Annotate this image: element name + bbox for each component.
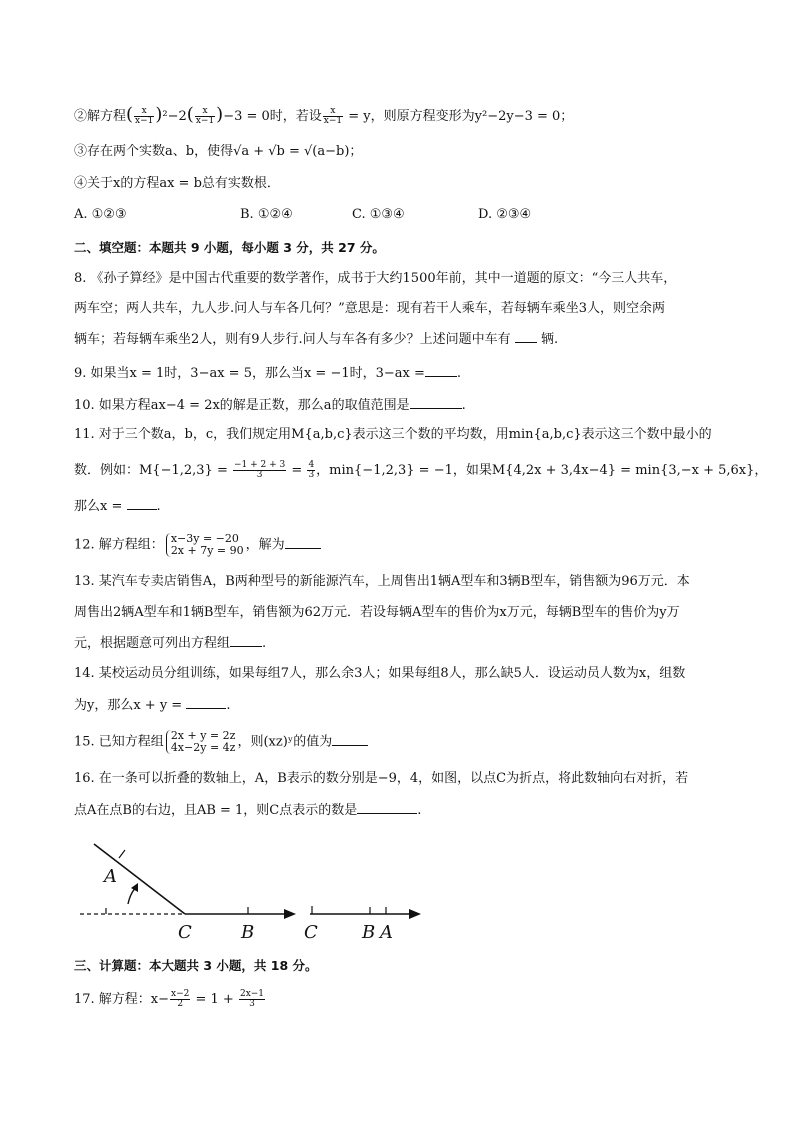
q16-line-2-text: 点A在点B的右边，且AB = 1，则C点表示的数是 bbox=[74, 803, 358, 818]
q17 bbox=[74, 990, 266, 1009]
label-a-right: A bbox=[380, 922, 393, 943]
q11-line-3-post: . bbox=[156, 499, 161, 514]
label-b-right: B bbox=[362, 922, 376, 943]
label-c-right: C bbox=[304, 922, 318, 943]
option-c: C. ①③④ bbox=[352, 207, 405, 222]
answer-blank[interactable] bbox=[515, 330, 537, 343]
q11-line-2-a: 数．例如：M{−1,2,3} = bbox=[74, 463, 228, 478]
fraction: $\frac{2x-1}{3}$ bbox=[239, 989, 265, 1009]
q11-line-2-b: = bbox=[291, 463, 303, 478]
fraction: $\frac{x}{x-1}$ bbox=[135, 106, 154, 126]
q16-line-2-post: . bbox=[417, 803, 422, 818]
q14-line-2-text: 为y，那么x + y = bbox=[74, 698, 183, 713]
statement-2-mid2: −3 = 0时，若设 bbox=[223, 109, 322, 124]
q10 bbox=[74, 396, 466, 415]
axis-arrow-right bbox=[409, 909, 421, 919]
q8-line-3 bbox=[74, 330, 558, 349]
q10-text: 10. 如果方程ax−4 = 2x的解是正数，那么a的取值范围是 bbox=[74, 398, 410, 413]
tick-mark bbox=[119, 850, 125, 858]
q11-line-1: 11. 对于三个数a，b，c，我们规定用M{a,b,c}表示这三个数的平均数，用min{a,b,c}表示这三个数中最小的 bbox=[74, 427, 712, 442]
equation: 2x + y = 2z bbox=[170, 729, 236, 742]
statement-2-tail: = y，则原方程变形为y²−2y−3 = 0； bbox=[344, 109, 574, 124]
q15-post: ，则(xz)ʸ的值为 bbox=[237, 734, 333, 750]
q8-line-3-text: 辆车；若每辆车乘坐2人，则有9人步行.问人与车各有多少？上述问题中车有 bbox=[74, 332, 511, 347]
q8-line-3-tail: 辆. bbox=[540, 332, 559, 347]
equation-system bbox=[166, 730, 236, 754]
answer-blank[interactable] bbox=[332, 733, 368, 746]
q13-line-2: 周售出2辆A型车和1辆B型车，销售额为62万元．若设每辆A型车的售价为x万元，每辆B型车的售价为y万 bbox=[74, 605, 680, 620]
q10-post: . bbox=[461, 398, 466, 413]
q11-line-3-text: 那么x = bbox=[74, 499, 123, 514]
arrow-head bbox=[131, 883, 138, 892]
q13-line-3-text: 元，根据题意可列出方程组 bbox=[74, 636, 231, 651]
q11-line-3 bbox=[74, 497, 161, 516]
q16-line-1: 16. 在一条可以折叠的数轴上，A，B表示的数分别是−9，4，如图，以点C为折点，将此数轴向右对折，若 bbox=[74, 771, 689, 786]
q15-text: 15. 已知方程组 bbox=[74, 734, 164, 750]
q13-line-3-post: . bbox=[262, 636, 267, 651]
answer-blank[interactable] bbox=[186, 696, 226, 709]
q12-post: ，解为 bbox=[245, 537, 285, 553]
q17-text: 17. 解方程：x− bbox=[74, 992, 170, 1007]
fraction: $\frac{x}{x-1}$ bbox=[323, 106, 343, 126]
statement-2-prefix: ②解方程 bbox=[74, 109, 127, 124]
answer-blank[interactable] bbox=[230, 634, 262, 647]
equation: x−3y = −20 bbox=[170, 532, 239, 545]
option-a: A. ①②③ bbox=[74, 207, 127, 222]
q13-line-1: 13. 某汽车专卖店销售A，B两种型号的新能源汽车，上周售出1辆A型车和3辆B型车，销售额为96万元．本 bbox=[74, 574, 690, 589]
axis-arrow-left bbox=[284, 909, 296, 919]
equation: 4x−2y = 4z bbox=[170, 741, 236, 754]
q9-text: 9. 如果当x = 1时，3−ax = 5，那么当x = −1时，3−ax = bbox=[74, 366, 425, 381]
q11-line-2 bbox=[74, 461, 767, 480]
statement-2: ②解方程( $\frac{x}{x-1}$ )²−2( $\frac{x}{x-1}$ )−3 = 0时，若设 $\frac{x}{x-1}$ = y，则原方程变形为y²−2y−3 = 0； bbox=[74, 104, 574, 126]
folding-number-line-figure bbox=[78, 840, 428, 945]
answer-blank[interactable] bbox=[425, 364, 457, 377]
label-a-folded: A bbox=[104, 866, 117, 887]
equation-system bbox=[166, 533, 244, 557]
q17-mid: = 1 + bbox=[191, 992, 238, 1007]
answer-blank[interactable] bbox=[357, 801, 417, 814]
q11-line-2-c: ，min{−1,2,3} = −1，如果M{4,2x + 3,4x−4} = min{3,−x + 5,6x}， bbox=[316, 463, 768, 478]
answer-blank[interactable] bbox=[127, 497, 157, 510]
answer-blank[interactable] bbox=[285, 536, 321, 549]
option-b: B. ①②④ bbox=[240, 207, 293, 222]
section-3-heading: 三、计算题：本大题共 3 小题，共 18 分。 bbox=[74, 958, 318, 973]
statement-3: ③存在两个实数a、b，使得√a + √b = √(a−b)； bbox=[74, 144, 363, 159]
statement-2-mid1: ²−2 bbox=[162, 109, 187, 124]
q16-line-2 bbox=[74, 801, 421, 820]
statement-4: ④关于x的方程ax = b总有实数根． bbox=[74, 176, 280, 191]
option-d: D. ②③④ bbox=[478, 207, 532, 222]
q14-line-2-post: . bbox=[226, 698, 231, 713]
q8-line-2: 两车空；两人共车，九人步.问人与车各几何？”意思是：现有若干人乘车，若每辆车乘坐3人，则空余两 bbox=[74, 301, 666, 316]
fraction: $\frac{x}{x-1}$ bbox=[195, 106, 215, 126]
section-2-heading: 二、填空题：本题共 9 小题，每小题 3 分，共 27 分。 bbox=[74, 240, 385, 255]
q13-line-3 bbox=[74, 634, 266, 653]
answer-blank[interactable] bbox=[410, 396, 462, 409]
equation: 2x + 7y = 90 bbox=[170, 544, 244, 557]
q9-post: . bbox=[456, 366, 462, 381]
label-c-left: C bbox=[178, 922, 192, 943]
q12-text: 12. 解方程组： bbox=[74, 537, 164, 553]
q12 bbox=[74, 533, 321, 557]
label-b-left: B bbox=[241, 922, 255, 943]
fraction: $\frac{-1 + 2 + 3}{3}$ bbox=[234, 460, 286, 480]
q15 bbox=[74, 730, 368, 754]
fraction: $\frac{x-2}{2}$ bbox=[171, 989, 190, 1009]
q8-line-1: 8. 《孙子算经》是中国古代重要的数学著作，成书于大约1500年前，其中一道题的原文：“今三人共车， bbox=[74, 271, 677, 286]
fraction: $\frac{4}{3}$ bbox=[308, 460, 315, 480]
q14-line-1: 14. 某校运动员分组训练，如果每组7人，那么余3人；如果每组8人，那么缺5人．设运动员人数为x，组数 bbox=[74, 666, 686, 681]
q14-line-2 bbox=[74, 696, 230, 715]
q9 bbox=[74, 364, 461, 383]
